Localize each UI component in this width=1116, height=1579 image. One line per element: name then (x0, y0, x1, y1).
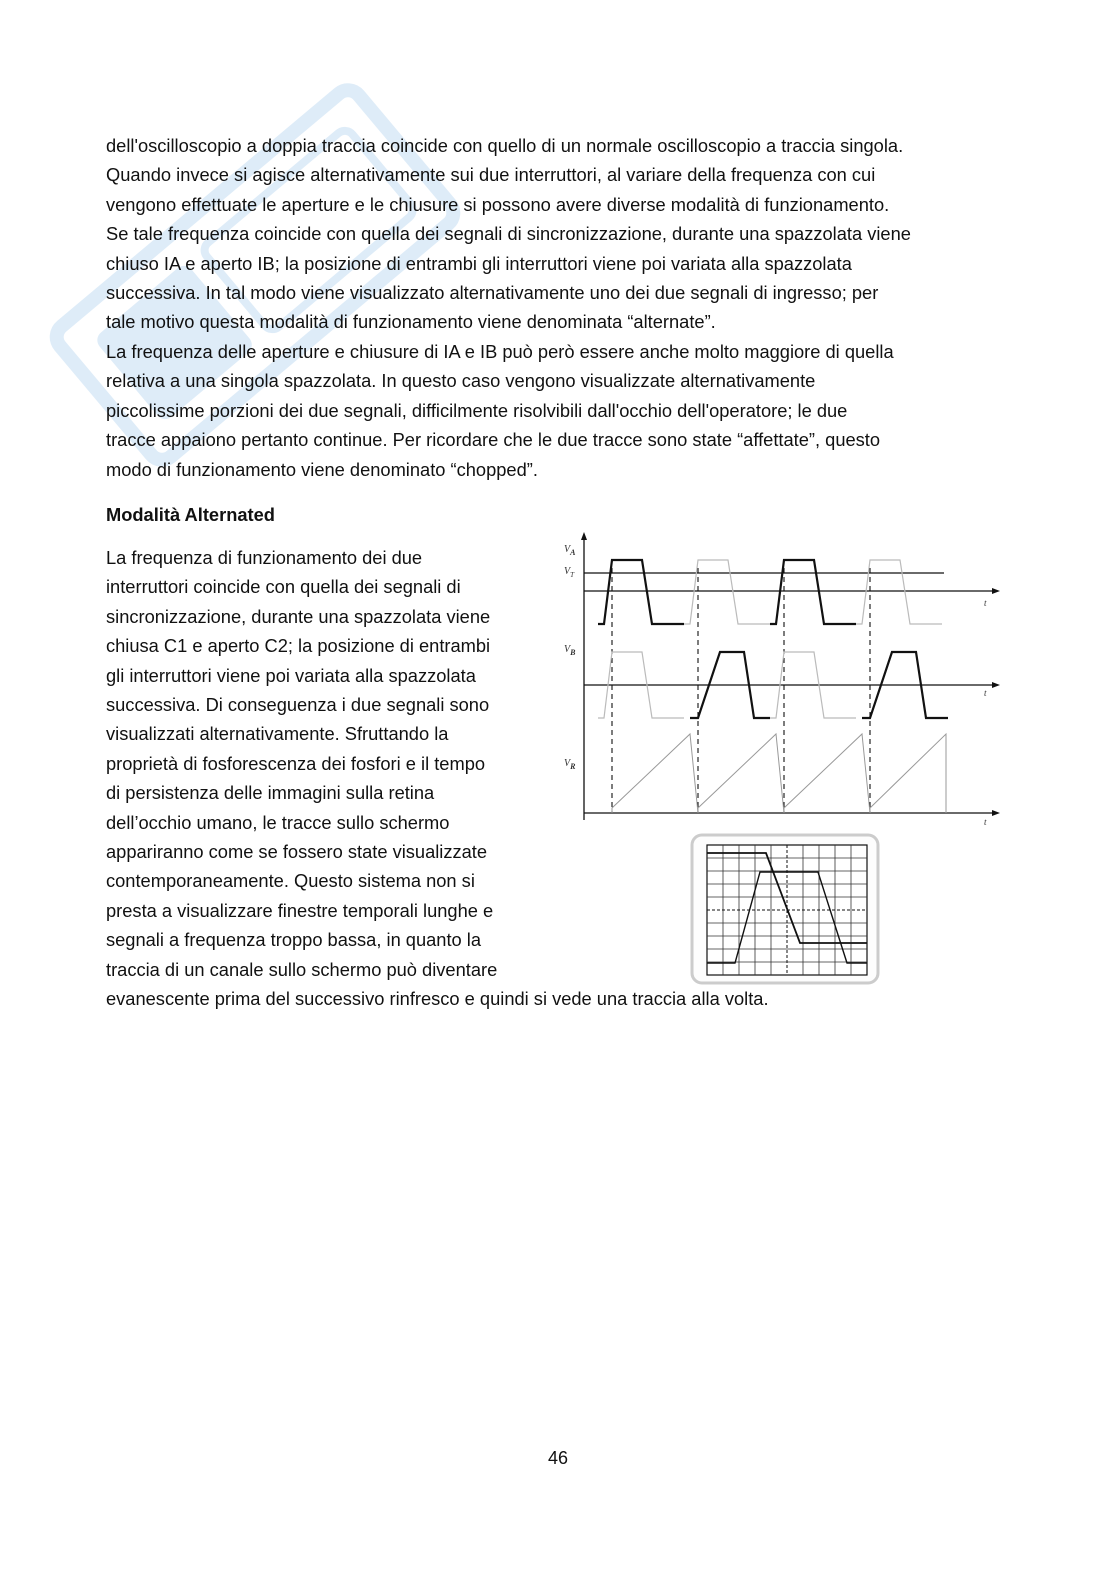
channel-a-trace-2 (770, 560, 856, 624)
paragraph-2: La frequenza delle aperture e chiusure di IA e IB può però essere anche molto maggiore di quella relativa a una singola spazzolata. In questo caso vengono visualizzate alternativamente piccolissime porzioni dei due segnali, difficilmente risolvibili dall'occhio dell'operatore; le due tracce appaiono pertanto continue. Per ricordare che le due tracce sono state “affettate”, questo modo di funzionamento viene denominato “chopped”. (106, 341, 894, 480)
channel-a-faint-1 (684, 560, 770, 624)
channel-a-faint-2 (856, 560, 942, 624)
y-axis-arrow (581, 532, 587, 540)
va-label: $V_A$ (564, 544, 576, 557)
vr-label: $V_R$ (564, 758, 576, 771)
channel-a-trace-1 (598, 560, 684, 624)
time-axis-r-arrow (992, 810, 1000, 816)
sweep-ramp (612, 734, 946, 813)
page-number: 46 (547, 1448, 569, 1468)
paragraph-3: La frequenza di funzionamento dei due interruttori coincide con quella dei segnali di sincronizzazione, durante una spazzolata viene chiusa C1 e aperto C2; la posizione di entrambi gli interruttori viene poi variata alla spazzolata successiva. Di conseguenza i due segnali sono visualizzati alternativamente. Sfruttando la proprietà di fosforescenza dei fosfori e il tempo di persistenza delle immagini sulla retina dell’occhio umano, le tracce sullo schermo appariranno come se fossero state visualizzate contemporaneamente. Questo sistema non si presta a visualizzare finestre temporali lunghe e segnali a frequenza troppo bassa, in quanto la traccia di un canale sullo schermo può diventare (106, 547, 498, 980)
paragraph-4: evanescente prima del successivo rinfresco e quindi si vede una traccia alla volta. (106, 988, 769, 1009)
timing-diagram (556, 528, 1006, 833)
time-axis-a-arrow (992, 588, 1000, 594)
t-label-3: t (984, 817, 987, 827)
oscilloscope-screen (690, 833, 880, 985)
time-axis-b-arrow (992, 682, 1000, 688)
section-heading: Modalità Alternated (106, 504, 275, 525)
paragraph-1: dell'oscilloscopio a doppia traccia coincide con quello di un normale oscilloscopio a traccia singola. Quando invece si agisce alternativamente sui due interruttori, al variare della frequenza con cui vengono effettuate le aperture e le chiusure si possono avere diverse modalità di funzionamento. Se tale frequenza coincide con quella dei segnali di sincronizzazione, durante una spazzolata viene chiuso IA e aperto IB; la posizione di entrambi gli interruttori viene poi variata alla spazzolata successiva. In tal modo viene visualizzato alternativamente uno dei due segnali di ingresso; per tale motivo questa modalità di funzionamento viene denominata “alternate”. (106, 135, 911, 333)
vt-label: $V_T$ (564, 566, 575, 579)
t-label-2: t (984, 688, 987, 698)
t-label-1: t (984, 598, 987, 608)
vb-label: $V_B$ (564, 644, 576, 657)
